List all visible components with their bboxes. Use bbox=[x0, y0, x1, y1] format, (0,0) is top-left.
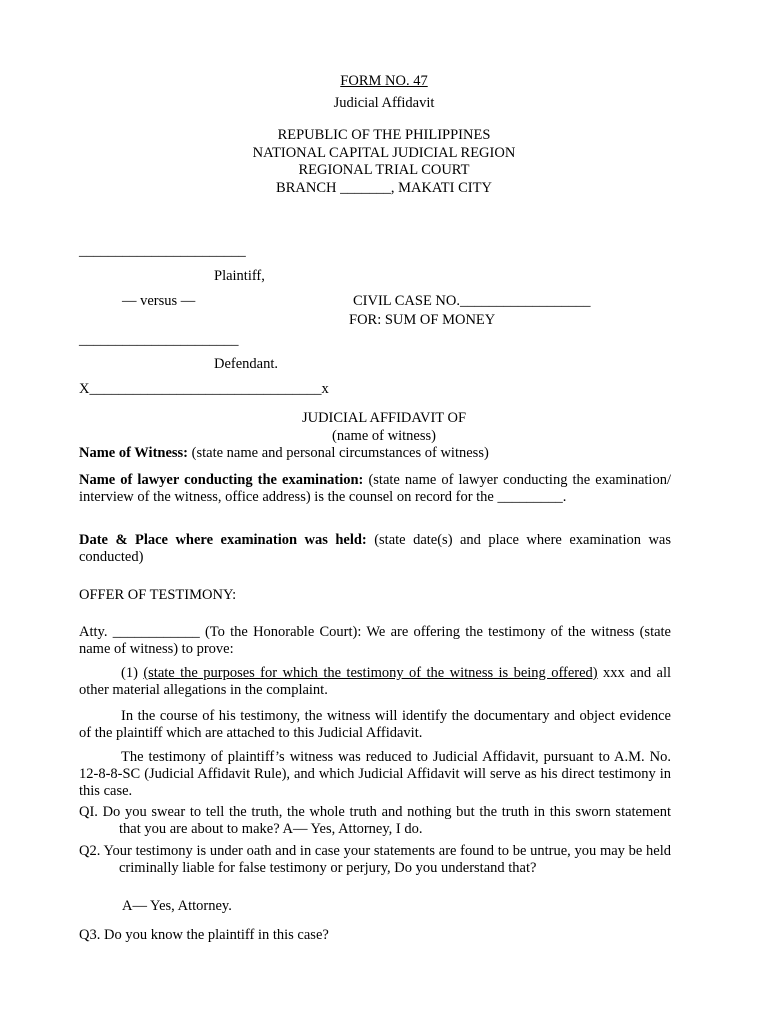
defendant-blank: ______________________ bbox=[79, 332, 239, 348]
offer-item-rest: xxx and all other material allegations in the complaint. bbox=[79, 665, 671, 698]
lawyer-info bbox=[79, 472, 671, 506]
witness-text: (state name and personal circumstances of witness) bbox=[188, 445, 489, 461]
civil-case-number: CIVIL CASE NO.__________________ bbox=[353, 293, 591, 309]
affidavit-title: JUDICIAL AFFIDAVIT OF bbox=[301, 410, 467, 426]
court-heading: REGIONAL TRIAL COURT bbox=[298, 162, 470, 178]
plaintiff-blank: _______________________ bbox=[79, 243, 246, 259]
branch-heading: BRANCH _______, MAKATI CITY bbox=[276, 180, 492, 196]
date-place-label: Date & Place where examination was held: bbox=[79, 532, 367, 548]
region-heading: NATIONAL CAPITAL JUDICIAL REGION bbox=[252, 145, 516, 161]
defendant-label: Defendant. bbox=[214, 356, 279, 372]
lawyer-text: (state name of lawyer conducting the examination/ interview of the witness, office address) is the counsel on record for the _________. bbox=[79, 472, 671, 505]
plaintiff-label: Plaintiff, bbox=[214, 268, 265, 284]
question-3: Q3. Do you know the plaintiff in this case? bbox=[79, 927, 329, 943]
witness-name-placeholder: (name of witness) bbox=[332, 428, 436, 444]
question-2: Q2. Your testimony is under oath and in case your statements are found to be untrue, you may be held criminally liable for false testimony or perjury, Do you understand that? bbox=[79, 843, 671, 876]
witness-info bbox=[79, 445, 671, 462]
answer-2: A— Yes, Attorney. bbox=[122, 898, 232, 914]
offer-paragraph-2: In the course of his testimony, the witness will identify the documentary and object evidence of the plaintiff which are attached to this Judicial Affidavit. bbox=[79, 708, 671, 741]
offer-item-1 bbox=[79, 665, 671, 699]
lawyer-label: Name of lawyer conducting the examination: bbox=[79, 472, 364, 488]
versus-label: — versus — bbox=[122, 293, 196, 309]
witness-label: Name of Witness: bbox=[79, 445, 189, 461]
offer-item-purpose: (state the purposes for which the testimony of the witness is being offered) bbox=[143, 665, 598, 681]
republic-heading: REPUBLIC OF THE PHILIPPINES bbox=[277, 127, 491, 143]
date-place-text: (state date(s) and place where examination was conducted) bbox=[79, 532, 672, 565]
caption-x-line: X________________________________x bbox=[79, 381, 329, 397]
case-subject: FOR: SUM OF MONEY bbox=[349, 312, 496, 328]
question-1: QI. Do you swear to tell the truth, the whole truth and nothing but the truth in this sworn statement that you are about to make? A— Yes, Attorney, I do. bbox=[79, 804, 671, 837]
offer-heading: OFFER OF TESTIMONY: bbox=[79, 587, 237, 603]
form-number: FORM NO. 47 bbox=[340, 73, 428, 89]
offer-paragraph-3: The testimony of plaintiff’s witness was reduced to Judicial Affidavit, pursuant to A.M. No. 12-8-8-SC (Judicial Affidavit Rule), and which Judicial Affidavit will serve as his direct testimony in this case. bbox=[79, 749, 671, 799]
offer-intro: Atty. ____________ (To the Honorable Court): We are offering the testimony of the witness (state name of witness) to prove: bbox=[79, 624, 671, 657]
date-place-info bbox=[79, 532, 671, 566]
offer-item-number: (1) bbox=[121, 665, 138, 681]
form-title: Judicial Affidavit bbox=[333, 95, 435, 111]
